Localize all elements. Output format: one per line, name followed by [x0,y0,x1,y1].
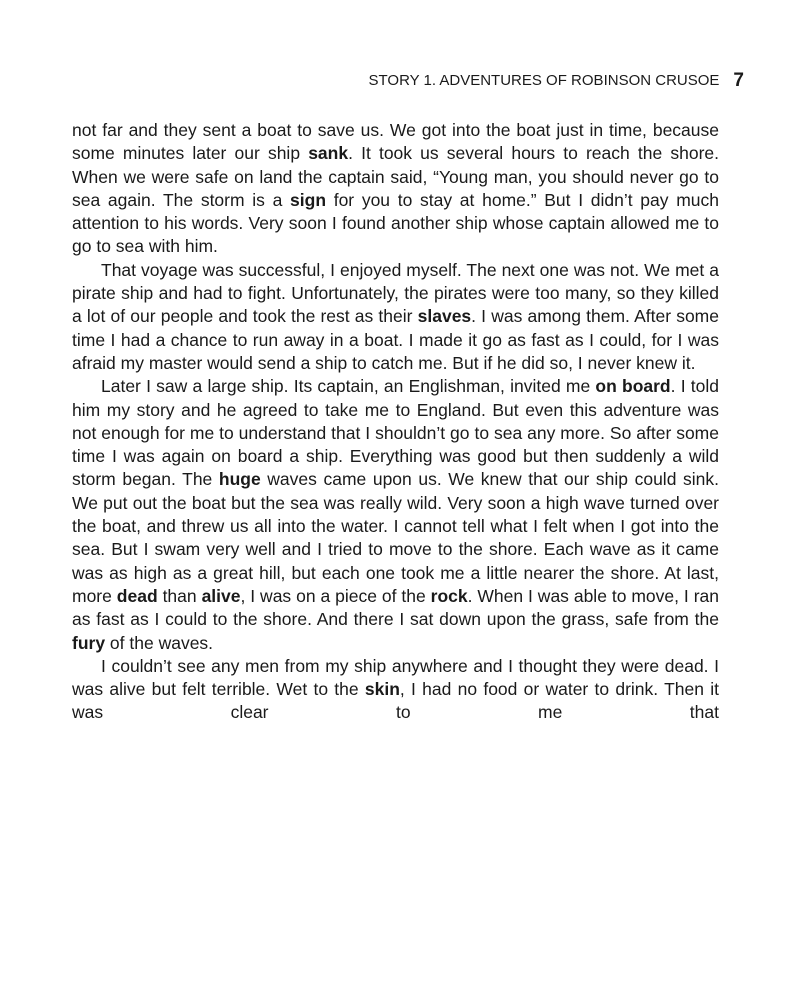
text-run: , I had no food or water to drink. Then it was clear to me that [72,679,719,723]
text-run: not far and they sent a boat to save us. We got into the boat just in time, because some minutes later our ship [72,120,719,164]
paragraph [72,655,719,725]
bold-keyword: slaves [417,306,472,327]
page-number: 7 [733,70,744,91]
text-run: Later I saw a large ship. Its captain, an Englishman, invited me [101,376,596,397]
text-run: than [157,585,202,606]
text-run: That voyage was successful, I enjoyed myself. The next one was not. We met a pirate ship and had to fight. Unfortunately, the pirates were too many, so they killed a lot of our people and took the rest as their [72,259,719,327]
text-run: I couldn’t see any men from my ship anywhere and I thought they were dead. I was alive but felt terrible. Wet to the [72,655,719,700]
bold-keyword: skin [364,679,400,700]
bold-keyword: sign [290,189,327,210]
bold-keyword: alive [201,585,241,606]
paragraph [72,259,719,375]
text-run: . I told him my story and he agreed to take me to England. But even this adventure was not enough for me to understand that I shouldn’t go to sea any more. So after some time I was again on board a ship. Everything was good but then suddenly a wild storm began. The [72,376,719,490]
bold-keyword: rock [430,585,468,606]
running-header [72,70,744,92]
paragraph [72,375,719,655]
bold-keyword: fury [72,632,106,653]
text-run: , I was on a piece of the [240,585,431,606]
text-run: waves came upon us. We knew that our ship could sink. We put out the boat but the sea was really wild. Very soon a high wave turned over the boat, and threw us all into the water. I cannot tell what I felt when I got into the sea. But I swam very well and I tried to move to the shore. Each wave as it came was as high as a great hill, but each one took me a little nearer the shore. At last, more [72,469,719,606]
text-run: . It took us several hours to reach the shore. When we were safe on land the captain said, “Young man, you should never go to sea again. The storm is a [72,143,719,210]
text-run: . When I was able to move, I ran as fast as I could to the shore. And there I sat down upon the grass, safe from the [72,585,719,630]
bold-keyword: on board [595,376,671,397]
bold-keyword: dead [116,585,158,606]
paragraph [72,119,719,259]
text-run: . I was among them. After some time I had a chance to run away in a boat. I made it go as fast as I could, for I was afraid my master would send a ship to catch me. But if he did so, I never knew it. [72,306,719,373]
running-title: STORY 1. ADVENTURES OF ROBINSON CRUSOE [368,72,720,89]
bold-keyword: sank [308,143,349,164]
text-run: of the waves. [105,632,214,653]
text-run: for you to stay at home.” But I didn’t pay much attention to his words. Very soon I found another ship whose captain allowed me to go to sea with him. [72,189,720,257]
bold-keyword: huge [218,469,261,490]
body-text [72,119,719,725]
